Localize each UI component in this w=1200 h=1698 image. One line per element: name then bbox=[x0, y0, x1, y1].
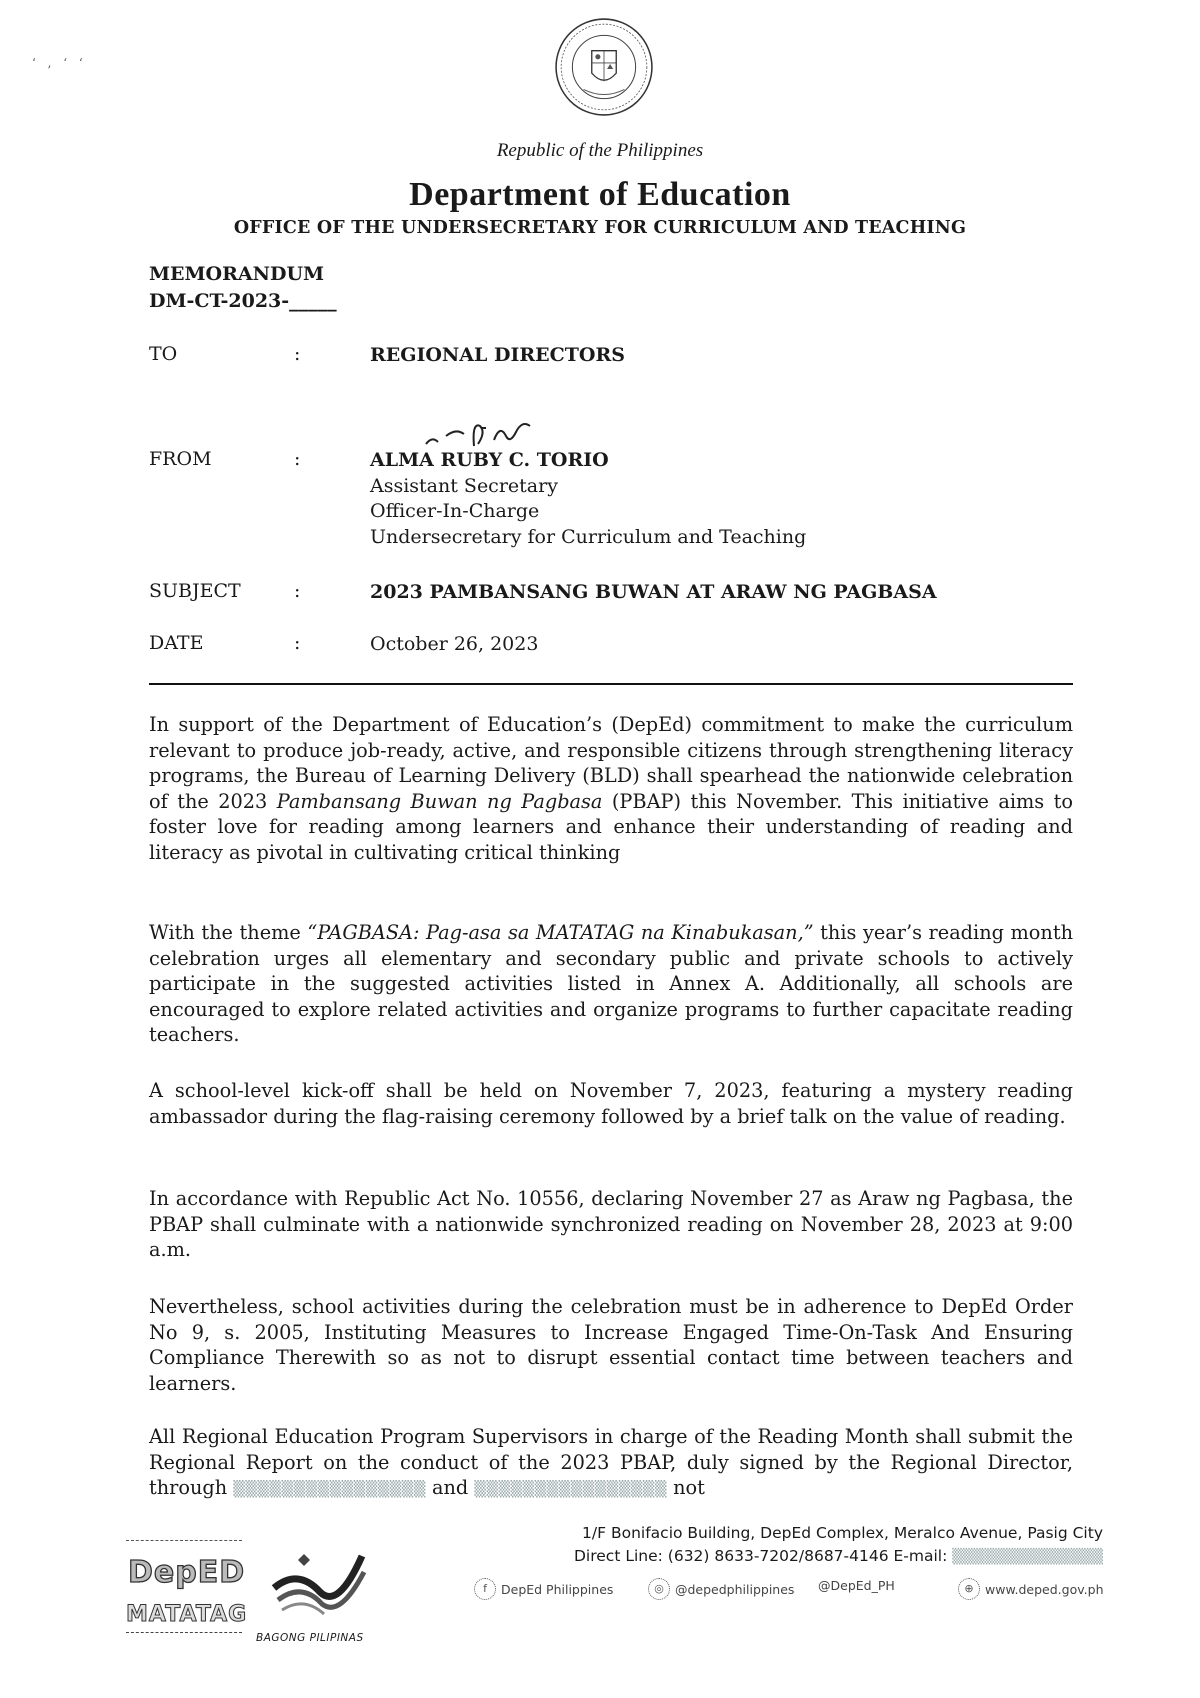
p2-text-b: this year’s reading month celebration urges all elementary and secondary public and private schools to actively participate in the suggested activities listed in Annex A. Additionally, all schools are encouraged to explore related activities and organize programs to further capacitate reading teachers. bbox=[149, 921, 1073, 1047]
letterhead-republic: Republic of the Philippines bbox=[496, 140, 704, 161]
header-divider bbox=[149, 683, 1073, 685]
deped-seal-icon bbox=[553, 16, 655, 118]
body-paragraph-4: In accordance with Republic Act No. 10556, declaring November 27 as Araw ng Pagbasa, the PBAP shall culminate with a nationwide synchronized reading on November 28, 2023 at 9:00 a.m. bbox=[149, 1187, 1073, 1262]
matatag-underline bbox=[126, 1632, 242, 1633]
p2-text-a: With the theme bbox=[149, 921, 308, 944]
body-paragraph-5: Nevertheless, school activities during the celebration must be in adherence to DepEd Order No 9, s. 2005, Instituting Measures to Increase Engaged Time-On-Task And Ensuring Compliance Therewith so as not to disrupt essential contact time between teachers and learners. bbox=[149, 1295, 1073, 1395]
from-title-2: Officer-In-Charge bbox=[370, 500, 540, 522]
scan-marks: ‘ , ‘ ‘ bbox=[32, 56, 87, 70]
body-paragraph-2 bbox=[149, 920, 1073, 1048]
p1-text-a: In support of the Department of Education’s (DepEd) commitment to make the curriculum relevant to produce job-ready, active, and responsible citizens through strengthening literacy programs, the Bureau of Learning Delivery (BLD) shall spearhead the nationwide celebration of the 2023 bbox=[149, 713, 1073, 813]
date-value: October 26, 2023 bbox=[370, 633, 539, 655]
subject-label: SUBJECT bbox=[149, 580, 241, 602]
social-twitter-label: @DepEd_PH bbox=[818, 1578, 895, 1593]
email-redacted-2[interactable]: ▒▒▒▒▒▒▒▒▒▒▒▒▒▒▒▒ bbox=[474, 1480, 667, 1499]
body-paragraph-1 bbox=[149, 712, 1073, 866]
letterhead-department: Department of Education bbox=[409, 176, 791, 213]
social-facebook-label: DepEd Philippines bbox=[501, 1581, 614, 1597]
body-paragraph-6 bbox=[149, 1424, 1073, 1503]
social-instagram-label: @depedphilippines bbox=[675, 1581, 795, 1597]
direct-line-text: Direct Line: (632) 8633-7202/8687-4146 E-mail: bbox=[574, 1547, 953, 1565]
from-title-3: Undersecretary for Curriculum and Teaching bbox=[370, 525, 807, 548]
globe-icon: ⊕ bbox=[958, 1578, 980, 1600]
footer-direct-line bbox=[574, 1545, 1103, 1569]
social-twitter[interactable] bbox=[818, 1578, 895, 1593]
social-facebook[interactable] bbox=[474, 1578, 613, 1600]
to-colon: : bbox=[294, 343, 301, 365]
to-value: REGIONAL DIRECTORS bbox=[370, 344, 625, 366]
bagong-pilipinas-logo-icon bbox=[268, 1548, 368, 1618]
footer-contact bbox=[574, 1522, 1103, 1569]
instagram-icon: ◎ bbox=[648, 1578, 670, 1600]
subject-value: 2023 PAMBANSANG BUWAN AT ARAW NG PAGBASA bbox=[370, 581, 937, 603]
p1-text-b: (PBAP) this November. This initiative aims to foster love for reading among learners and enhance their understanding of reading and literacy as pivotal in cultivating critical thinking bbox=[149, 789, 1073, 864]
from-title-1: Assistant Secretary bbox=[370, 474, 558, 497]
p1-emphasis: Pambansang Buwan ng Pagbasa bbox=[276, 789, 603, 813]
bagong-pilipinas-label: BAGONG PILIPINAS bbox=[256, 1632, 364, 1644]
memo-number: DM-CT-2023-_____ bbox=[149, 290, 337, 312]
p6-and: and bbox=[425, 1476, 475, 1500]
social-instagram[interactable] bbox=[648, 1578, 794, 1600]
subject-colon: : bbox=[294, 580, 301, 602]
matatag-logo: MATATAG bbox=[126, 1602, 248, 1627]
email-redacted-1[interactable]: ▒▒▒▒▒▒▒▒▒▒▒▒▒▒▒▒ bbox=[233, 1480, 426, 1499]
p6-text-end: not bbox=[666, 1476, 705, 1500]
from-label: FROM bbox=[149, 448, 212, 470]
social-website-label: www.deped.gov.ph bbox=[985, 1581, 1104, 1597]
body-paragraph-3: A school-level kick-off shall be held on November 7, 2023, featuring a mystery reading ambassador during the flag-raising ceremony followed by a brief talk on the value of reading. bbox=[149, 1079, 1073, 1128]
memo-type: MEMORANDUM bbox=[149, 263, 325, 285]
p2-theme: “PAGBASA: Pag-asa sa MATATAG na Kinabukasan,” bbox=[307, 921, 814, 944]
p6-text-a: All Regional Education Program Supervisors in charge of the Reading Month shall submit the Regional Report on the conduct of the 2023 PBAP, duly signed by the Regional Director, through bbox=[149, 1425, 1073, 1500]
deped-logo: DepED bbox=[128, 1555, 246, 1590]
social-website[interactable] bbox=[958, 1578, 1104, 1600]
from-block bbox=[370, 448, 806, 550]
date-label: DATE bbox=[149, 632, 204, 654]
letterhead-office: OFFICE OF THE UNDERSECRETARY FOR CURRICULUM AND TEACHING bbox=[233, 218, 967, 238]
footer-divider bbox=[126, 1540, 242, 1541]
footer-email-redacted[interactable]: ▒▒▒▒▒▒▒▒▒▒▒▒▒▒ bbox=[952, 1549, 1103, 1565]
from-name: ALMA RUBY C. TORIO bbox=[370, 449, 609, 471]
facebook-icon: f bbox=[474, 1578, 496, 1600]
date-colon: : bbox=[294, 632, 301, 654]
footer-address: 1/F Bonifacio Building, DepEd Complex, Meralco Avenue, Pasig City bbox=[582, 1524, 1103, 1542]
to-label: TO bbox=[149, 343, 178, 365]
from-colon: : bbox=[294, 448, 301, 470]
